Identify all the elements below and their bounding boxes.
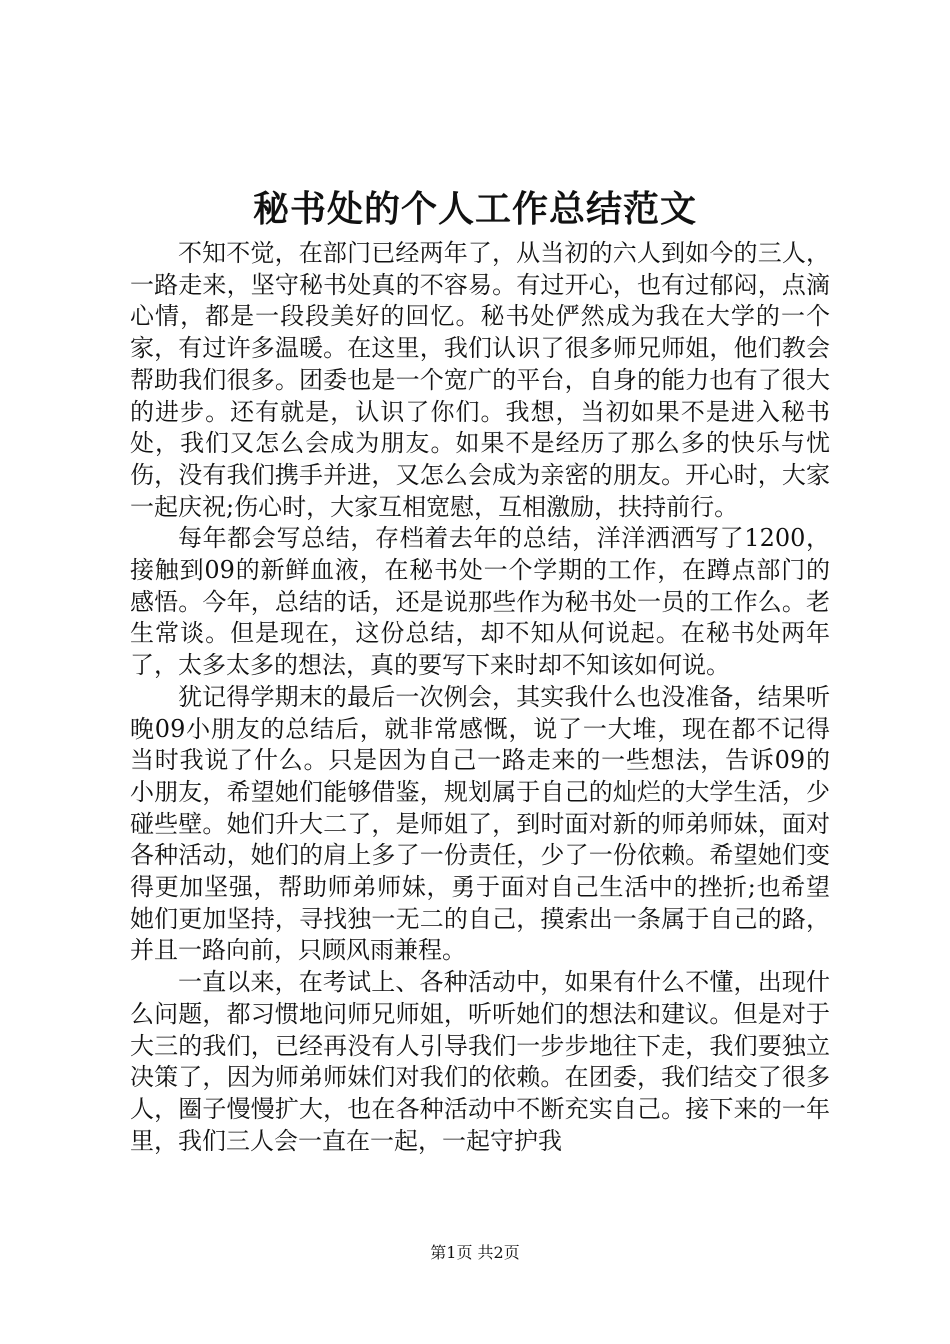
page-footer bbox=[0, 1241, 950, 1265]
document-body bbox=[130, 238, 830, 1157]
paragraph-1: 不知不觉，在部门已经两年了，从当初的六人到如今的三人，一路走来，坚守秘书处真的不容易。有过开心，也有过郁闷，点滴心情，都是一段段美好的回忆。秘书处俨然成为我在大学的一个家，有过许多温暖。在这里，我们认识了很多师兄师姐，他们教会帮助我们很多。团委也是一个宽广的平台，自身的能力也有了很大的进步。还有就是，认识了你们。我想，当初如果不是进入秘书处，我们又怎么会成为朋友。如果不是经历了那么多的快乐与忧伤，没有我们携手并进，又怎么会成为亲密的朋友。开心时，大家一起庆祝;伤心时，大家互相宽慰，互相激励，扶持前行。 bbox=[130, 239, 830, 521]
paragraph-4: 一直以来，在考试上、各种活动中，如果有什么不懂，出现什么问题，都习惯地问师兄师姐，听听她们的想法和建议。但是对于大三的我们，已经再没有人引导我们一步步地往下走，我们要独立决策了，因为师弟师妹们对我们的依赖。在团委，我们结交了很多人，圈子慢慢扩大，也在各种活动中不断充实自己。接下来的一年里，我们三人会一直在一起，一起守护我 bbox=[130, 968, 830, 1155]
page-number-label: 第1页 共2页 bbox=[430, 1243, 520, 1262]
page-title: 秘书处的个人工作总结范文 bbox=[252, 188, 697, 230]
paragraph-2: 每年都会写总结，存档着去年的总结，洋洋洒洒写了1200，接触到09的新鲜血液，在秘书处一个学期的工作，在蹲点部门的感悟。今年，总结的话，还是说那些作为秘书处一员的工作么。老生常谈。但是现在，这份总结，却不知从何说起。在秘书处两年了，太多太多的想法，真的要写下来时却不知该如何说。 bbox=[130, 524, 830, 680]
paragraph-3: 犹记得学期末的最后一次例会，其实我什么也没准备，结果听晚09小朋友的总结后，就非常感慨，说了一大堆，现在都不记得当时我说了什么。只是因为自己一路走来的一些想法，告诉09的小朋友，希望她们能够借鉴，规划属于自己的灿烂的大学生活，少碰些壁。她们升大二了，是师姐了，到时面对新的师弟师妹，面对各种活动，她们的肩上多了一份责任，少了一份依赖。希望她们变得更加坚强，帮助师弟师妹，勇于面对自己生活中的挫折;也希望她们更加坚持，寻找独一无二的自己，摸索出一条属于自己的路，并且一路向前，只顾风雨兼程。 bbox=[130, 682, 830, 965]
